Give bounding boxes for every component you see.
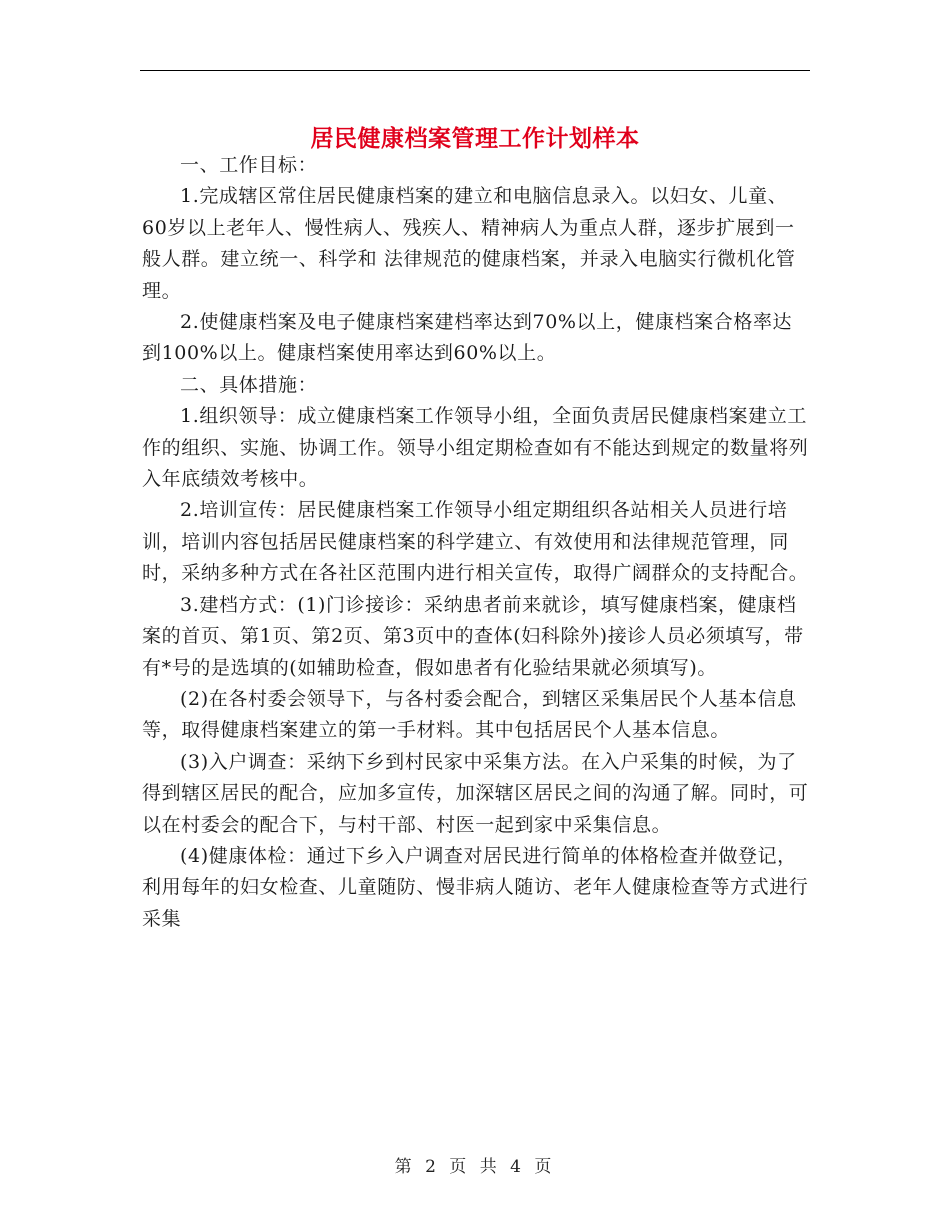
page-number: 第 2 页 共 4 页 [394, 1157, 556, 1177]
paragraph: 2.使健康档案及电子健康档案建档率达到70%以上，健康档案合格率达到100%以上。健康档案使用率达到60%以上。 [142, 311, 793, 365]
paragraph: (3)入户调查：采纳下乡到村民家中采集方法。在入户采集的时候，为了得到辖区居民的配合，应加多宣传，加深辖区居民之间的沟通了解。同时，可以在村委会的配合下，与村干部、村医一起到家中采集信息。 [142, 750, 809, 836]
document-body [142, 150, 810, 935]
paragraph: (4)健康体检：通过下乡入户调查对居民进行简单的体格检查并做登记，利用每年的妇女检查、儿童随防、慢非病人随访、老年人健康检查等方式进行采集 [142, 844, 809, 930]
section-heading-measures: 二、具体措施： [180, 373, 318, 396]
paragraph: 1.完成辖区常住居民健康档案的建立和电脑信息录入。以妇女、儿童、60岁以上老年人、慢性病人、残疾人、精神病人为重点人群，逐步扩展到一般人群。建立统一、科学和 法律规范的健康档案，并录入电脑实行微机化管理。 [142, 185, 796, 302]
header-rule [140, 70, 810, 71]
section-heading-goals: 一、工作目标： [180, 154, 318, 176]
paragraph: 1.组织领导：成立健康档案工作领导小组，全面负责居民健康档案建立工作的组织、实施、协调工作。领导小组定期检查如有不能达到规定的数量将列入年底绩效考核中。 [142, 405, 809, 491]
document-title: 居民健康档案管理工作计划样本 [310, 125, 640, 153]
paragraph: 2.培训宣传：居民健康档案工作领导小组定期组织各站相关人员进行培训，培训内容包括居民健康档案的科学建立、有效使用和法律规范管理，同时，采纳多种方式在各社区范围内进行相关宣传，取得广阔群众的支持配合。 [142, 499, 809, 585]
paragraph: (2)在各村委会领导下，与各村委会配合，到辖区采集居民个人基本信息等，取得健康档案建立的第一手材料。其中包括居民个人基本信息。 [142, 687, 797, 742]
paragraph: 3.建档方式：(1)门诊接诊：采纳患者前来就诊，填写健康档案，健康档案的首页、第1页、第2页、第3页中的查体(妇科除外)接诊人员必须填写，带有*号的是选填的(如辅助检查，假如患者有化验结果就必须填写)。 [142, 593, 804, 679]
